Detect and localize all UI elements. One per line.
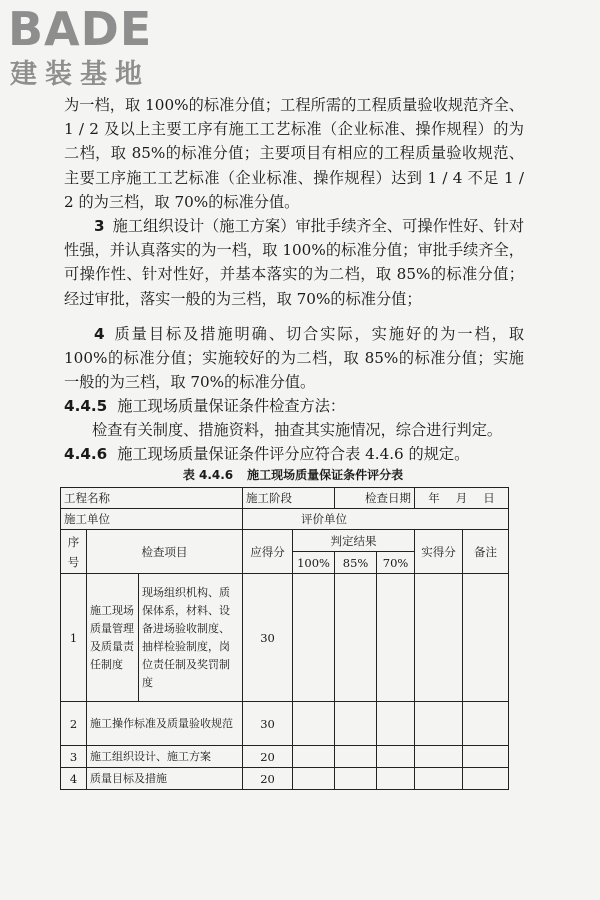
project-name-label: 工程名称: [61, 488, 243, 509]
clause-4-4-5: [64, 394, 345, 418]
evaluation-table: [60, 487, 509, 790]
month-label: 月: [455, 491, 468, 505]
row-score: 30: [243, 702, 293, 746]
date-cell: [415, 488, 509, 509]
row-seq: 3: [61, 746, 87, 768]
row-score: 30: [243, 574, 293, 702]
eval-unit-label: 评价单位: [301, 512, 348, 526]
table-title: 施工现场质量保证条件评分表: [247, 468, 404, 482]
header-item: 检查项目: [87, 530, 243, 574]
table-row: [61, 488, 509, 509]
clause-title: 施工现场质量保证条件检查方法：: [117, 397, 346, 415]
row-item: 施工操作标准及质量验收规范: [87, 702, 243, 746]
unit-label: 施工单位: [61, 509, 243, 530]
row-score: 20: [243, 768, 293, 790]
row-score: 20: [243, 746, 293, 768]
row-detail: 现场组织机构、质保体系，材料、设备进场验收制度、抽样检验制度，岗位责任制及奖罚制度: [139, 574, 243, 702]
header-seq: 序号: [61, 530, 87, 574]
row-seq: 2: [61, 702, 87, 746]
paragraph-construction-plan: [64, 214, 524, 311]
row-item: 质量目标及措施: [87, 768, 243, 790]
brand-logo: [8, 4, 178, 94]
table-row: [61, 574, 509, 702]
clause-text: 施工现场质量保证条件评分应符合表 4.4.6 的规定。: [117, 445, 470, 463]
row-seq: 4: [61, 768, 87, 790]
clause-number: 4.4.5: [64, 397, 108, 415]
row-item: 施工组织设计、施工方案: [87, 746, 243, 768]
clause-4-4-5-body: 检查有关制度、措施资料，抽查其实施情况，综合进行判定。: [92, 421, 503, 439]
table-caption: [0, 466, 600, 483]
check-date-label: 检查日期: [335, 488, 415, 509]
clause-4-4-6: [64, 442, 469, 466]
header-score: 应得分: [243, 530, 293, 574]
header-85: 85%: [335, 552, 377, 574]
logo-wordmark: BADE: [8, 2, 153, 56]
paragraph-quality-target: [64, 322, 524, 395]
paragraph-grading-standards: 为一档，取 100%的标准分值；工程所需的工程质量验收规范齐全、1 / 2 及以上主要工序有施工工艺标准（企业标准、操作规程）的为二档，取 85%的标准分值；主要项目有相应的工程质量验收规范、主要工序施工工艺标准（企业标准、操作规程）达到 1 / 4 不足 1 / 2 的为三档，取 70%的标准分值。: [64, 96, 524, 211]
table-row: [61, 746, 509, 768]
table-number: 表 4.4.6: [182, 468, 234, 482]
item-number: 4: [94, 325, 105, 343]
item-text: 质量目标及措施明确、切合实际，实施好的为一档，取 100%的标准分值；实施较好的为二档，取 85%的标准分值；实施一般的为三档，取 70%的标准分值。: [64, 325, 524, 392]
stage-label: 施工阶段: [243, 488, 335, 509]
header-100: 100%: [293, 552, 335, 574]
logo-subtitle: 建装基地: [10, 59, 150, 90]
clause-number: 4.4.6: [64, 445, 108, 463]
item-number: 3: [94, 217, 105, 235]
item-text: 施工组织设计（施工方案）审批手续齐全、可操作性好、针对性强，并认真落实的为一档，取 100%的标准分值；审批手续齐全，可操作性、针对性好，并基本落实的为二档，取 85%的标准分值；经过审批，落实一般的为三档，取 70%的标准分值；: [64, 217, 524, 308]
table-row: [61, 509, 509, 530]
year-label: 年: [428, 491, 440, 505]
header-result: 判定结果: [293, 530, 415, 552]
table-row: [61, 768, 509, 790]
day-label: 日: [483, 491, 495, 505]
header-note: 备注: [463, 530, 509, 574]
table-header-row: [61, 530, 509, 552]
row-item: 施工现场质量管理及质量责任制度: [87, 574, 139, 702]
eval-unit-cell: [243, 509, 509, 530]
table-row: [61, 702, 509, 746]
header-70: 70%: [377, 552, 415, 574]
header-actual: 实得分: [415, 530, 463, 574]
row-seq: 1: [61, 574, 87, 702]
